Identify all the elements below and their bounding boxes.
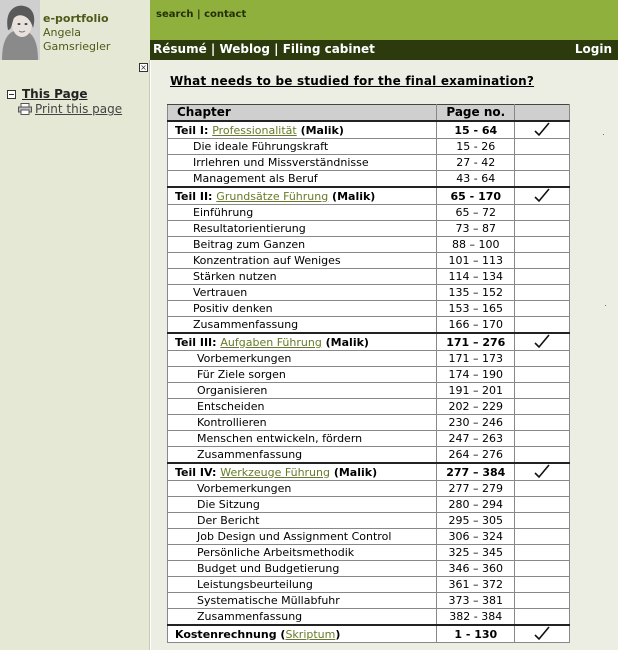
- pages-cell: 373 – 381: [437, 593, 515, 609]
- table-row: [168, 317, 570, 334]
- pages-cell: 174 – 190: [437, 367, 515, 383]
- chapter-cell: Irrlehren und Missverständnisse: [168, 155, 437, 171]
- check-cell: [515, 545, 570, 561]
- chapter-link[interactable]: Aufgaben Führung: [220, 335, 322, 349]
- pages-cell: 88 – 100: [437, 237, 515, 253]
- chapter-cell: Konzentration auf Weniges: [168, 253, 437, 269]
- minus-box-icon[interactable]: [7, 90, 16, 99]
- table-row: [168, 431, 570, 447]
- top-links: [156, 9, 246, 20]
- check-cell: [515, 333, 570, 351]
- pages-cell: 73 – 87: [437, 221, 515, 237]
- nav-links: [153, 42, 375, 56]
- chapter-link[interactable]: Grundsätze Führung: [216, 189, 329, 203]
- table-row-part: [168, 333, 570, 351]
- table-row-part: [168, 463, 570, 481]
- chapter-cell: Die ideale Führungskraft: [168, 139, 437, 155]
- check-cell: [515, 301, 570, 317]
- check-cell: [515, 351, 570, 367]
- table-row: [168, 253, 570, 269]
- check-cell: [515, 205, 570, 221]
- pages-cell: 306 – 324: [437, 529, 515, 545]
- chapter-link[interactable]: Werkzeuge Führung: [220, 465, 330, 479]
- check-cell: [515, 593, 570, 609]
- check-cell: [515, 561, 570, 577]
- check-cell: [515, 577, 570, 593]
- check-cell: [515, 463, 570, 481]
- chapter-cell: Kontrollieren: [168, 415, 437, 431]
- chapter-cell: Einführung: [168, 205, 437, 221]
- table-row: [168, 593, 570, 609]
- table-row: [168, 221, 570, 237]
- checkmark-icon: [533, 122, 551, 138]
- chapter-cell: Die Sitzung: [168, 497, 437, 513]
- check-cell: [515, 187, 570, 205]
- table-row: [168, 399, 570, 415]
- table-row: [168, 301, 570, 317]
- brand-name: Angela Gamsriegler: [43, 26, 111, 53]
- print-page-link[interactable]: Print this page: [35, 102, 123, 116]
- table-row: [168, 545, 570, 561]
- column-header-pages: Page no.: [437, 105, 515, 122]
- pages-cell: 135 – 152: [437, 285, 515, 301]
- check-cell: [515, 139, 570, 155]
- check-cell: [515, 367, 570, 383]
- part-prefix: Teil I:: [175, 123, 213, 137]
- pages-cell: 277 – 279: [437, 481, 515, 497]
- pages-cell: 65 – 72: [437, 205, 515, 221]
- nav-login[interactable]: Login: [574, 42, 612, 56]
- table-row-part: [168, 187, 570, 205]
- sidebar: [0, 60, 150, 650]
- column-header-chapter: Chapter: [168, 105, 437, 122]
- table-row: [168, 497, 570, 513]
- table-header-row: [168, 105, 570, 122]
- check-cell: [515, 481, 570, 497]
- pages-cell: 191 – 201: [437, 383, 515, 399]
- chapter-cell: Vorbemerkungen: [168, 481, 437, 497]
- chapter-cell: Für Ziele sorgen: [168, 367, 437, 383]
- chapter-link[interactable]: Skriptum: [285, 627, 336, 641]
- chapter-cell: Leistungsbeurteilung: [168, 577, 437, 593]
- check-cell: [515, 609, 570, 626]
- column-header-check: [515, 105, 570, 122]
- sidebar-section-this-page[interactable]: [7, 87, 87, 101]
- brand-title: e-portfolio: [43, 12, 109, 25]
- pages-cell: 277 – 384: [437, 463, 515, 481]
- checkmark-icon: [533, 464, 551, 480]
- chapter-cell: Management als Beruf: [168, 171, 437, 188]
- pages-cell: 153 – 165: [437, 301, 515, 317]
- table-row: [168, 577, 570, 593]
- nav-separator: |: [210, 42, 216, 56]
- pages-cell: 171 – 173: [437, 351, 515, 367]
- search-link[interactable]: search: [156, 9, 194, 20]
- brand: [43, 12, 150, 54]
- table-row: [168, 351, 570, 367]
- check-cell: [515, 121, 570, 139]
- close-box-icon[interactable]: ×: [140, 63, 147, 72]
- part-suffix: (Malik): [328, 189, 376, 203]
- nav-separator: |: [274, 42, 279, 56]
- table-row-part: [168, 121, 570, 139]
- pages-cell: 27 - 42: [437, 155, 515, 171]
- check-cell: [515, 513, 570, 529]
- check-cell: [515, 399, 570, 415]
- check-cell: [515, 383, 570, 399]
- chapter-link[interactable]: Professionalität: [212, 123, 297, 137]
- check-cell: [515, 155, 570, 171]
- table-row: [168, 285, 570, 301]
- check-cell: [515, 497, 570, 513]
- pages-cell: 325 – 345: [437, 545, 515, 561]
- check-cell: [515, 171, 570, 188]
- checkmark-icon: [533, 334, 551, 350]
- part-prefix: Kostenrechnung (: [175, 627, 286, 641]
- table-row: [168, 561, 570, 577]
- chapter-cell: [168, 463, 437, 481]
- table-row: [168, 529, 570, 545]
- chapter-cell: [168, 121, 437, 139]
- check-cell: [515, 625, 570, 643]
- table-row: [168, 155, 570, 171]
- checkmark-icon: [533, 188, 551, 204]
- header-branding: [0, 0, 150, 60]
- check-cell: [515, 447, 570, 464]
- table-body: [168, 121, 570, 643]
- chapter-cell: Job Design und Assignment Control: [168, 529, 437, 545]
- table-row: [168, 415, 570, 431]
- pages-cell: 361 – 372: [437, 577, 515, 593]
- part-prefix: Teil IV:: [175, 465, 221, 479]
- chapter-cell: [168, 625, 437, 643]
- study-table: [167, 104, 570, 643]
- pages-cell: 382 - 384: [437, 609, 515, 626]
- pages-cell: 202 – 229: [437, 399, 515, 415]
- pages-cell: 114 – 134: [437, 269, 515, 285]
- pages-cell: 346 – 360: [437, 561, 515, 577]
- pages-cell: 247 – 263: [437, 431, 515, 447]
- table-row-part: [168, 625, 570, 643]
- contact-link[interactable]: contact: [204, 9, 247, 20]
- pages-cell: 230 – 246: [437, 415, 515, 431]
- chapter-cell: Budget und Budgetierung: [168, 561, 437, 577]
- decorative-dot: [605, 305, 606, 306]
- pages-cell: 280 – 294: [437, 497, 515, 513]
- chapter-cell: Resultatorientierung: [168, 221, 437, 237]
- check-cell: [515, 285, 570, 301]
- check-cell: [515, 253, 570, 269]
- printer-icon: [18, 103, 32, 115]
- table-row: [168, 481, 570, 497]
- chapter-cell: [168, 187, 437, 205]
- main-nav: [150, 40, 618, 60]
- chapter-cell: Menschen entwickeln, fördern: [168, 431, 437, 447]
- check-cell: [515, 431, 570, 447]
- chapter-cell: Organisieren: [168, 383, 437, 399]
- main-content: [151, 60, 618, 650]
- table-row: [168, 513, 570, 529]
- nav-filing-cabinet[interactable]: Filing cabinet: [282, 42, 375, 56]
- chapter-cell: Systematische Müllabfuhr: [168, 593, 437, 609]
- nav-weblog[interactable]: Weblog: [219, 42, 270, 56]
- part-prefix: Teil III:: [175, 335, 221, 349]
- chapter-cell: Positiv denken: [168, 301, 437, 317]
- pages-cell: 264 – 276: [437, 447, 515, 464]
- pages-cell: 101 – 113: [437, 253, 515, 269]
- check-cell: [515, 237, 570, 253]
- pages-cell: 1 - 130: [437, 625, 515, 643]
- check-cell: [515, 317, 570, 334]
- table-row: [168, 237, 570, 253]
- top-links-separator: |: [196, 9, 201, 20]
- chapter-cell: Zusammenfassung: [168, 317, 437, 334]
- print-page-item[interactable]: [7, 102, 122, 116]
- chapter-cell: Entscheiden: [168, 399, 437, 415]
- chapter-cell: Stärken nutzen: [168, 269, 437, 285]
- pages-cell: 15 - 64: [437, 121, 515, 139]
- this-page-heading[interactable]: This Page: [22, 87, 88, 101]
- decorative-dot: [603, 134, 604, 135]
- part-suffix: ): [335, 627, 341, 641]
- table-row: [168, 171, 570, 188]
- table-row: [168, 367, 570, 383]
- table-row: [168, 139, 570, 155]
- check-cell: [515, 221, 570, 237]
- chapter-cell: Persönliche Arbeitsmethodik: [168, 545, 437, 561]
- table-row: [168, 269, 570, 285]
- header-bar: [150, 0, 618, 40]
- chapter-cell: Beitrag zum Ganzen: [168, 237, 437, 253]
- pages-cell: 15 - 26: [437, 139, 515, 155]
- avatar: [0, 0, 40, 60]
- part-prefix: Teil II:: [175, 189, 217, 203]
- part-suffix: (Malik): [296, 123, 344, 137]
- part-suffix: (Malik): [330, 465, 378, 479]
- chapter-cell: Vertrauen: [168, 285, 437, 301]
- chapter-cell: Zusammenfassung: [168, 609, 437, 626]
- table-row: [168, 383, 570, 399]
- chapter-cell: Zusammenfassung: [168, 447, 437, 464]
- pages-cell: 171 – 276: [437, 333, 515, 351]
- pages-cell: 43 - 64: [437, 171, 515, 188]
- table-row: [168, 609, 570, 626]
- pages-cell: 65 - 170: [437, 187, 515, 205]
- part-suffix: (Malik): [321, 335, 369, 349]
- pages-cell: 166 – 170: [437, 317, 515, 334]
- chapter-cell: Der Bericht: [168, 513, 437, 529]
- check-cell: [515, 269, 570, 285]
- checkmark-icon: [533, 626, 551, 642]
- page-title: What needs to be studied for the final examination?: [170, 74, 535, 88]
- check-cell: [515, 529, 570, 545]
- check-cell: [515, 415, 570, 431]
- table-row: [168, 447, 570, 464]
- chapter-cell: [168, 333, 437, 351]
- table-row: [168, 205, 570, 221]
- chapter-cell: Vorbemerkungen: [168, 351, 437, 367]
- pages-cell: 295 – 305: [437, 513, 515, 529]
- nav-resume[interactable]: Résumé: [153, 42, 207, 56]
